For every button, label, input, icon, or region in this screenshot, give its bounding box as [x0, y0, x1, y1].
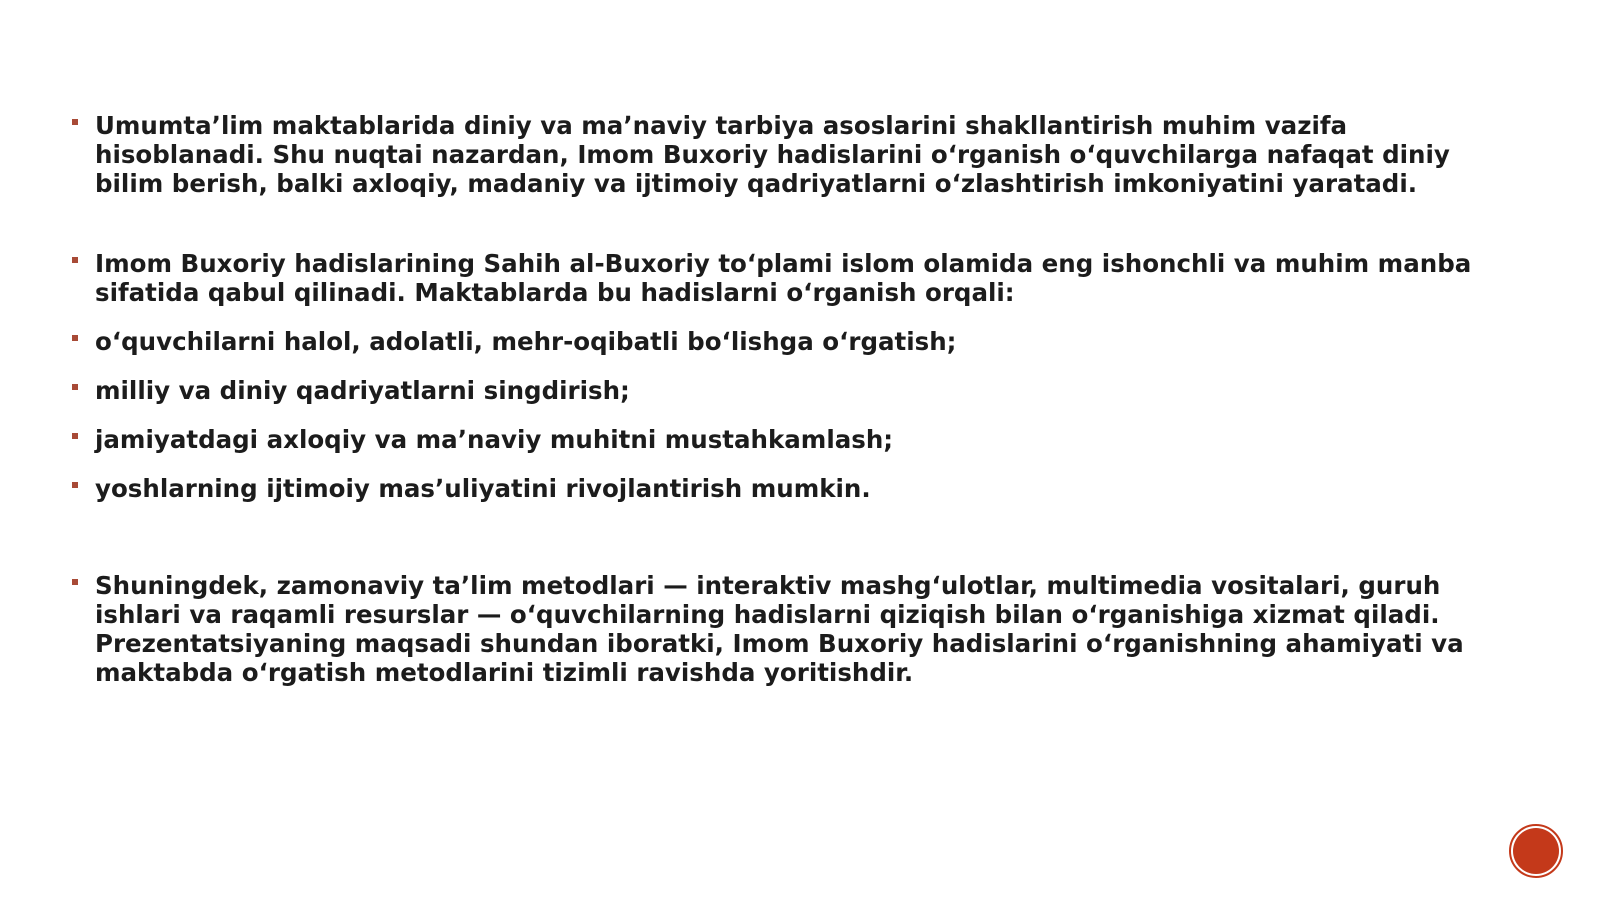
- square-bullet-icon: [72, 335, 78, 341]
- bullet-item-goal-3: [70, 425, 1510, 454]
- square-bullet-icon: [72, 384, 78, 390]
- bullet-item-goal-1: [70, 327, 1510, 356]
- bullet-list: [70, 111, 1510, 687]
- bullet-text: yoshlarning ijtimoiy masʼuliyatini rivojlantirish mumkin.: [95, 474, 871, 503]
- bullet-text: Umumtaʼlim maktablarida diniy va maʼnaviy tarbiya asoslarini shakllantirish muhim vazifa hisoblanadi. Shu nuqtai nazardan, Imom Buxoriy hadislarini oʻrganish oʻquvchilarga nafaqat diniy bilim berish, balki axloqiy, madaniy va ijtimoiy qadriyatlarni oʻzlashtirish imkoniyatini yaratadi.: [95, 111, 1450, 198]
- square-bullet-icon: [72, 579, 78, 585]
- bullet-item-goal-4: [70, 474, 1510, 503]
- bullet-item-methods: [70, 571, 1510, 687]
- square-bullet-icon: [72, 433, 78, 439]
- bullet-text: Imom Buxoriy hadislarining Sahih al-Buxoriy toʻplami islom olamida eng ishonchli va muhim manba sifatida qabul qilinadi. Maktablarda bu hadislarni oʻrganish orqali:: [95, 249, 1472, 307]
- bullet-text: oʻquvchilarni halol, adolatli, mehr-oqibatli boʻlishga oʻrgatish;: [95, 327, 957, 356]
- bullet-text: milliy va diniy qadriyatlarni singdirish;: [95, 376, 630, 405]
- bullet-item-intro: [70, 111, 1510, 198]
- circle-nav-icon: [1513, 828, 1559, 874]
- bullet-text: jamiyatdagi axloqiy va maʼnaviy muhitni mustahkamlash;: [95, 425, 894, 454]
- square-bullet-icon: [72, 257, 78, 263]
- slide-nav-button[interactable]: [1509, 824, 1563, 878]
- square-bullet-icon: [72, 119, 78, 125]
- bullet-item-goal-2: [70, 376, 1510, 405]
- square-bullet-icon: [72, 482, 78, 488]
- bullet-item-sahih: [70, 249, 1510, 307]
- bullet-text: Shuningdek, zamonaviy taʼlim metodlari — interaktiv mashgʻulotlar, multimedia vositalari, guruh ishlari va raqamli resurslar — oʻquvchilarning hadislarni qiziqish bilan oʻrganishiga xizmat qiladi. Prezentatsiyaning maqsadi shundan iboratki, Imom Buxoriy hadislarini oʻrganishning ahamiyati va maktabda oʻrgatish metodlarini tizimli ravishda yoritishdir.: [95, 571, 1464, 687]
